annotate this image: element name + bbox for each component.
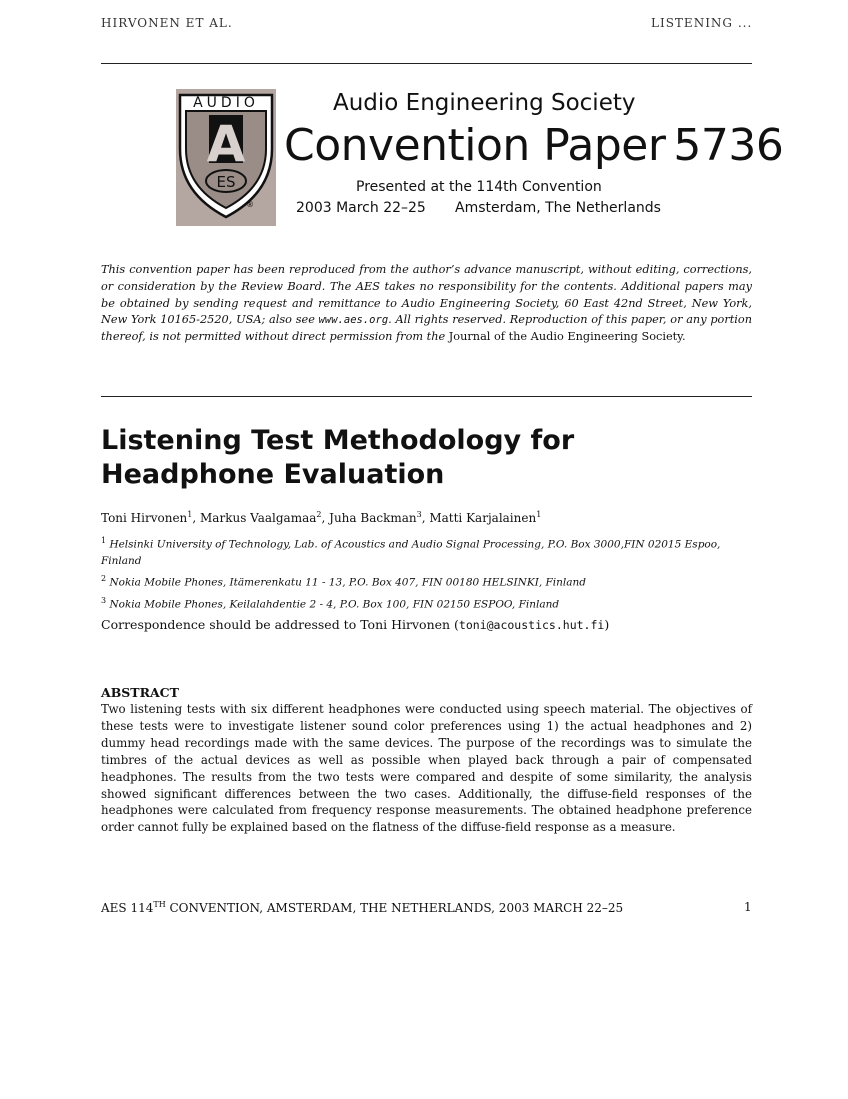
correspondence-text: Correspondence should be addressed to Toni Hirvonen ( (101, 617, 459, 632)
aes-logo (176, 89, 276, 226)
author: Markus Vaalgamaa (200, 511, 317, 525)
logo-top-text: AUDIO (193, 95, 259, 111)
page-number: 1 (744, 900, 752, 914)
author-affil-sup: 3 (416, 510, 422, 519)
convention-date: 2003 March 22–25 (296, 200, 426, 216)
paper-number: 5736 (673, 120, 784, 171)
logo-registered-mark: ® (246, 200, 254, 209)
author: Toni Hirvonen (101, 511, 188, 525)
aes-shield-icon (176, 89, 276, 226)
running-header-right: LISTENING ... (651, 16, 753, 30)
paper-heading (284, 120, 783, 171)
affiliation-3 (101, 593, 741, 613)
correspondence (101, 617, 609, 632)
logo-letter: A (206, 115, 246, 173)
abstract-body: Two listening tests with six different headphones were conducted using speech material. The objectives of these tests were to investigate listener sound color preferences using 1) the actual headphones and 2) dummy head recordings made with the same devices. The purpose of the recordings was to simulate the timbres of the actual devices as well as possible when played back through a pair of compensated headphones. The results from the two tests were compared and despite of some similarity, the analysis showed significant differences between the two cases. Additionally, the diffuse-field responses of the headphones were calculated from frequency response measurements. The obtained headphone preference order cannot fully be explained based on the flatness of the diffuse-field response as a measure. (101, 702, 752, 835)
affil-text: Nokia Mobile Phones, Itämerenkatu 11 - 13, P.O. Box 407, FIN 00180 HELSINKI, Finland (109, 576, 587, 589)
affil-text: Nokia Mobile Phones, Keilalahdentie 2 - 4, P.O. Box 100, FIN 02150 ESPOO, Finland (109, 598, 560, 611)
journal-name: Journal of the Audio Engineering Society. (448, 330, 686, 344)
logo-bottom-text: ES (216, 173, 236, 191)
presented-at: Presented at the 114th Convention (356, 179, 602, 195)
abstract-heading: ABSTRACT (101, 685, 179, 700)
author-affil-sup: 1 (536, 510, 542, 519)
affiliation-2 (101, 571, 741, 591)
affil-sup: 2 (101, 574, 107, 583)
convention-location: Amsterdam, The Netherlands (455, 200, 661, 216)
author-affil-sup: 1 (187, 510, 193, 519)
paper-title: Listening Test Methodology for Headphone Evaluation (101, 425, 575, 490)
paper-type: Convention Paper (284, 120, 666, 171)
section-rule (101, 396, 752, 397)
running-header-left: HIRVONEN ET AL. (101, 16, 233, 30)
author-list: Toni Hirvonen$^1$, Markus Vaalgamaa$^2$, Juha Backman$^3$, Matti Karjalainen$^1$ (101, 510, 542, 525)
aes-url-link[interactable]: www.aes.org (318, 314, 389, 327)
footer-text-post: CONVENTION, AMSTERDAM, THE NETHERLANDS, 2003 MARCH 22–25 (165, 901, 624, 915)
society-name: Audio Engineering Society (333, 90, 636, 116)
correspondence-close: ) (604, 617, 610, 632)
correspondence-email[interactable]: toni@acoustics.hut.fi (458, 618, 605, 632)
page-footer (101, 900, 623, 915)
author-affil-sup: 2 (316, 510, 322, 519)
header-rule (101, 63, 752, 64)
affil-sup: 3 (101, 596, 107, 605)
disclaimer-text-2: . All rights reserved. Reproduction of this paper, or any portion thereof, is not permitted without direct permission from the (101, 313, 752, 344)
disclaimer (101, 262, 752, 346)
author: Matti Karjalainen (429, 511, 537, 525)
author: Juha Backman (329, 511, 417, 525)
affil-sup: 1 (101, 536, 107, 545)
footer-sup: TH (153, 900, 166, 909)
affil-text: Helsinki University of Technology, Lab. of Acoustics and Audio Signal Processing, P.O. Box 3000,FIN 02015 Espoo, Finland (101, 538, 721, 567)
affiliation-1 (101, 533, 741, 569)
disclaimer-text-1: This convention paper has been reproduced from the author’s advance manuscript, without editing, corrections, or consideration by the Review Board. The AES takes no responsibility for the contents. Additional papers may be obtained by sending request and remittance to Audio Engineering Society, 60 East 42nd Street, New York, New York 10165-2520, USA; also see (101, 263, 752, 327)
footer-text-pre: AES 114 (101, 901, 154, 915)
